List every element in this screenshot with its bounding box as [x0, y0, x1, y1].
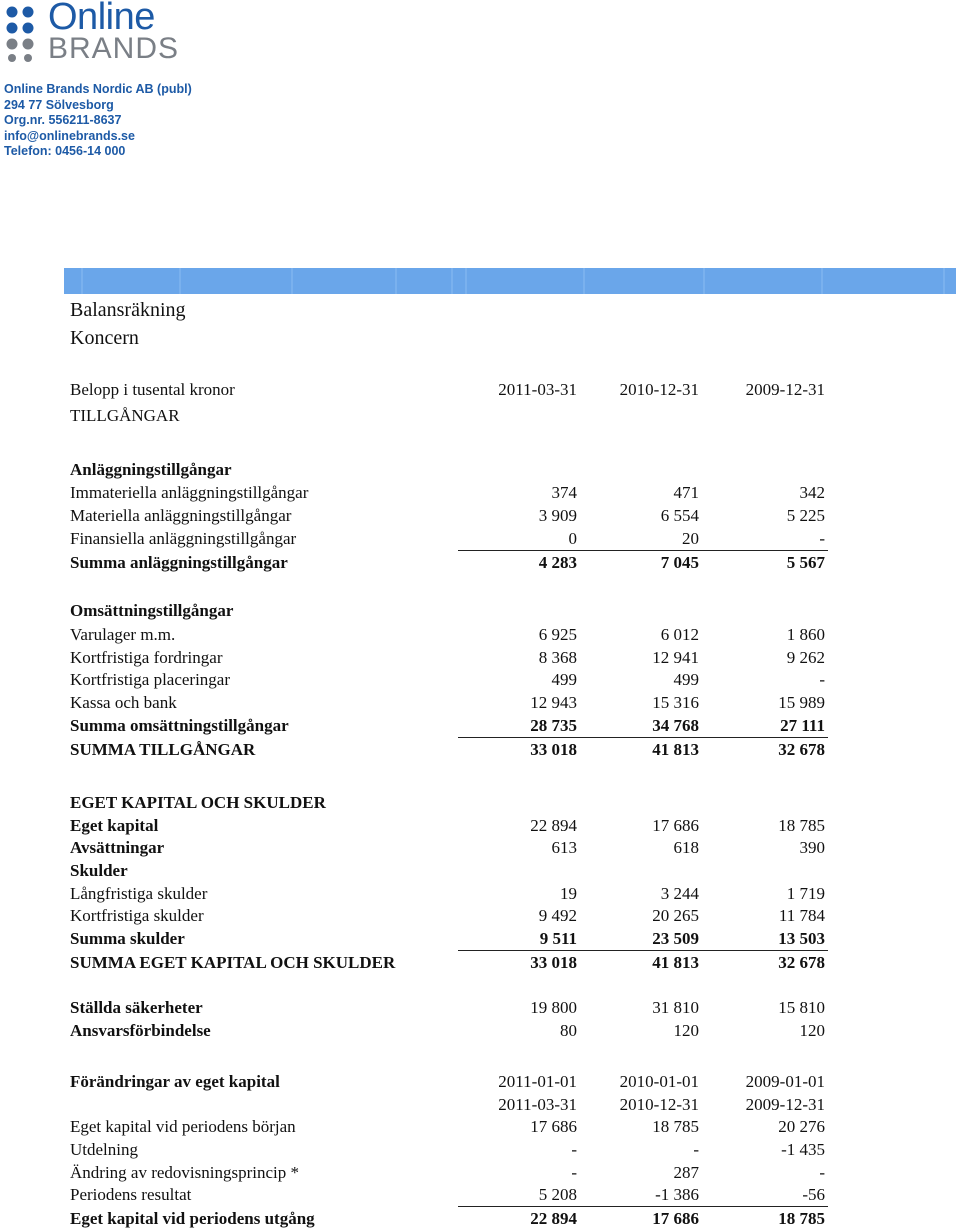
row-label: Kortfristiga skulder	[70, 906, 204, 925]
row-label: Varulager m.m.	[70, 625, 176, 644]
cell-value: 9 262	[786, 648, 825, 667]
column-header-2: 2010-12-31	[619, 380, 699, 399]
section-heading: Skulder	[70, 861, 128, 880]
row-label: Kortfristiga placeringar	[70, 670, 231, 689]
period-from: 2010-01-01	[619, 1072, 699, 1091]
total-value: 13 503	[778, 929, 825, 948]
cell-value: 499	[551, 670, 577, 689]
subtotal-rule	[458, 550, 828, 551]
total-value: 23 509	[652, 929, 699, 948]
cell-value: 6 012	[660, 625, 699, 644]
row-label: Kassa och bank	[70, 693, 177, 712]
cell-value: 19	[560, 884, 577, 903]
total-label: SUMMA EGET KAPITAL OCH SKULDER	[70, 953, 396, 972]
cell-value: 1 719	[786, 884, 825, 903]
total-value: 9 511	[539, 929, 577, 948]
cell-value: 80	[560, 1021, 577, 1040]
logo-text-brands: BRANDS	[48, 32, 180, 65]
cell-value: 20	[682, 529, 699, 548]
company-phone: Telefon: 0456-14 000	[4, 144, 126, 159]
logo-text-online: Online	[48, 0, 155, 38]
cell-value: 6 925	[538, 625, 577, 644]
cell-value: 15 316	[652, 693, 699, 712]
total-value: 18 785	[778, 1209, 825, 1228]
cell-value: 499	[673, 670, 699, 689]
period-from: 2009-01-01	[745, 1072, 825, 1091]
cell-value: -	[571, 1163, 577, 1182]
row-label: Långfristiga skulder	[70, 884, 208, 903]
cell-value: 20 265	[652, 906, 699, 925]
cell-value: 120	[799, 1021, 825, 1040]
subtotal-rule	[458, 1206, 828, 1207]
header-band	[64, 268, 956, 294]
row-label: Finansiella anläggningstillgångar	[70, 529, 297, 548]
cell-value: 374	[551, 483, 577, 502]
period-to: 2011-03-31	[498, 1095, 577, 1114]
cell-value: 20 276	[778, 1117, 825, 1136]
cell-value: 471	[673, 483, 699, 502]
total-value: 41 813	[652, 740, 699, 759]
cell-value: 5 208	[538, 1185, 577, 1204]
row-label: Eget kapital	[70, 816, 159, 835]
cell-value: -56	[802, 1185, 825, 1204]
cell-value: 390	[799, 838, 825, 857]
total-value: 41 813	[652, 953, 699, 972]
cell-value: 3 244	[660, 884, 699, 903]
cell-value: -	[819, 1163, 825, 1182]
period-from: 2011-01-01	[498, 1072, 577, 1091]
column-header-3: 2009-12-31	[745, 380, 825, 399]
cell-value: -	[819, 670, 825, 689]
row-label: Materiella anläggningstillgångar	[70, 506, 292, 525]
cell-value: 9 492	[538, 906, 577, 925]
cell-value: 18 785	[778, 816, 825, 835]
cell-value: 287	[673, 1163, 699, 1182]
cell-value: 12 941	[652, 648, 699, 667]
cell-value: 618	[673, 838, 699, 857]
total-value: 33 018	[530, 740, 577, 759]
total-value: 32 678	[778, 740, 825, 759]
total-value: 32 678	[778, 953, 825, 972]
row-label: Ansvarsförbindelse	[70, 1021, 211, 1040]
company-orgnr: Org.nr. 556211-8637	[4, 113, 122, 128]
cell-value: 12 943	[530, 693, 577, 712]
total-label: Summa omsättningstillgångar	[70, 716, 289, 735]
section-heading: Anläggningstillgångar	[70, 460, 232, 479]
cell-value: 120	[673, 1021, 699, 1040]
cell-value: 1 860	[786, 625, 825, 644]
cell-value: 11 784	[778, 906, 825, 925]
total-value: 28 735	[530, 716, 577, 735]
company-logo	[4, 2, 184, 72]
cell-value: 613	[551, 838, 577, 857]
total-value: 5 567	[786, 553, 825, 572]
row-label: Immateriella anläggningstillgångar	[70, 483, 309, 502]
company-info	[4, 82, 192, 160]
cell-value: 8 368	[538, 648, 577, 667]
cell-value: -	[571, 1140, 577, 1159]
total-label: Summa anläggningstillgångar	[70, 553, 288, 572]
total-label: Eget kapital vid periodens utgång	[70, 1209, 315, 1228]
cell-value: 15 989	[778, 693, 825, 712]
cell-value: 22 894	[530, 816, 577, 835]
total-label: SUMMA TILLGÅNGAR	[70, 740, 256, 759]
period-to: 2010-12-31	[619, 1095, 699, 1114]
cell-value: 5 225	[786, 506, 825, 525]
row-label: Eget kapital vid periodens början	[70, 1117, 296, 1136]
section-heading: EGET KAPITAL OCH SKULDER	[70, 793, 326, 812]
total-value: 7 045	[660, 553, 699, 572]
cell-value: -1 435	[781, 1140, 825, 1159]
total-value: 33 018	[530, 953, 577, 972]
statement-subtitle: Koncern	[70, 327, 139, 349]
row-label: Periodens resultat	[70, 1185, 192, 1204]
total-label: Summa skulder	[70, 929, 185, 948]
cell-value: 17 686	[530, 1117, 577, 1136]
row-label: Avsättningar	[70, 838, 165, 857]
cell-value: 342	[799, 483, 825, 502]
cell-value: 17 686	[652, 816, 699, 835]
cell-value: 19 800	[530, 998, 577, 1017]
cell-value: 18 785	[652, 1117, 699, 1136]
cell-value: 3 909	[538, 506, 577, 525]
total-value: 27 111	[780, 716, 825, 735]
cell-value: 31 810	[652, 998, 699, 1017]
company-address: 294 77 Sölvesborg	[4, 97, 114, 112]
cell-value: 0	[568, 529, 577, 548]
company-name: Online Brands Nordic AB (publ)	[4, 82, 192, 96]
cell-value: -1 386	[655, 1185, 699, 1204]
row-label: Ändring av redovisningsprincip *	[70, 1163, 299, 1182]
cell-value: 15 810	[778, 998, 825, 1017]
row-label: Utdelning	[70, 1140, 138, 1159]
total-value: 4 283	[538, 553, 577, 572]
subtotal-rule	[458, 737, 828, 738]
column-header-1: 2011-03-31	[498, 380, 577, 399]
cell-value: -	[693, 1140, 699, 1159]
assets-heading: TILLGÅNGAR	[70, 406, 180, 425]
row-label: Kortfristiga fordringar	[70, 648, 223, 667]
logo-dots-icon	[4, 4, 44, 64]
statement-title: Balansräkning	[70, 299, 186, 321]
company-email: info@onlinebrands.se	[4, 128, 135, 143]
total-value: 34 768	[652, 716, 699, 735]
period-to: 2009-12-31	[745, 1095, 825, 1114]
total-value: 22 894	[530, 1209, 577, 1228]
cell-value: -	[819, 529, 825, 548]
section-heading: Omsättningstillgångar	[70, 601, 234, 620]
row-label: Ställda säkerheter	[70, 998, 203, 1017]
total-value: 17 686	[652, 1209, 699, 1228]
cell-value: 6 554	[660, 506, 699, 525]
subtotal-rule	[458, 950, 828, 951]
unit-label: Belopp i tusental kronor	[70, 380, 235, 399]
section-heading: Förändringar av eget kapital	[70, 1072, 280, 1091]
